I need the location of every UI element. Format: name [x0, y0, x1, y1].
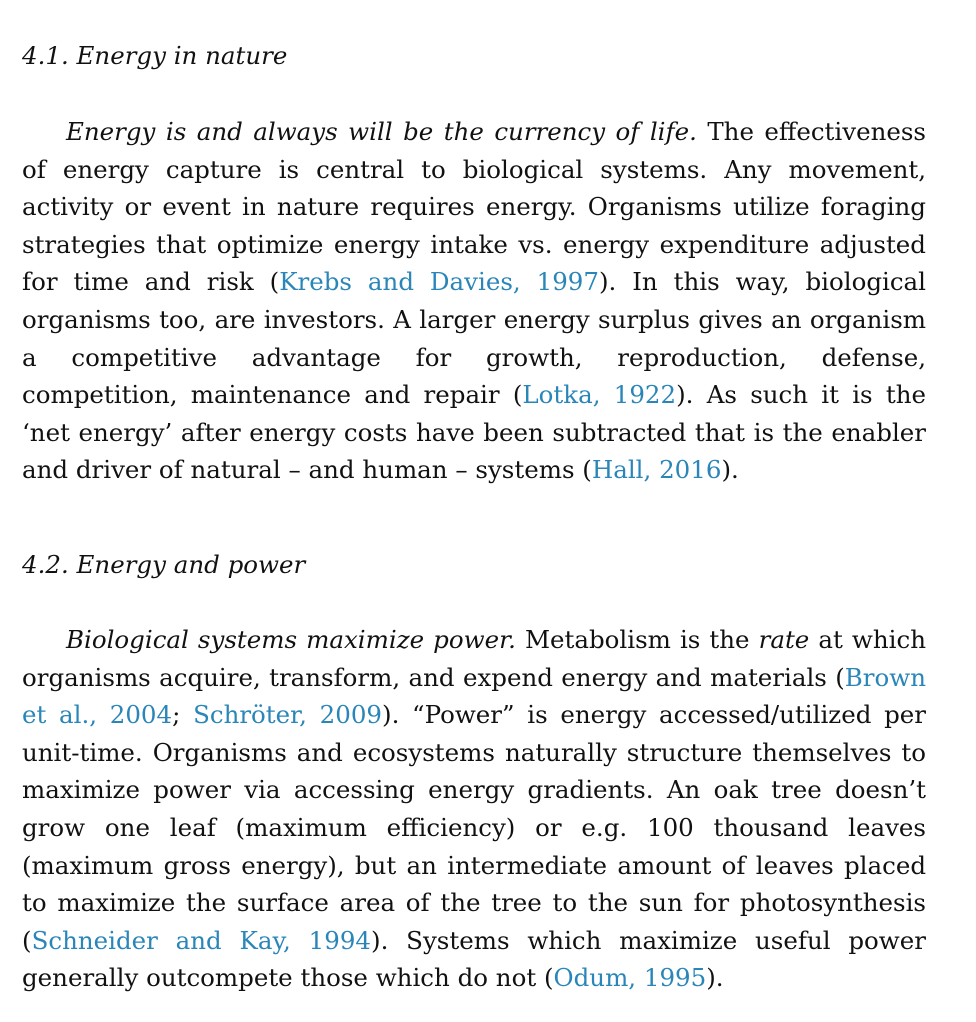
section-heading-energy-and-power: 4.2. Energy and power — [22, 550, 306, 579]
paragraph-energy-in-nature — [22, 113, 926, 489]
citation-schneider-kay-1994[interactable]: Schneider and Kay, 1994 — [31, 925, 372, 955]
citation-krebs-davies-1997[interactable]: Krebs and Davies, 1997 — [279, 267, 599, 297]
lead-sentence: Energy is and always will be the currency of life. — [66, 117, 697, 146]
citation-lotka-1922[interactable]: Lotka, 1922 — [522, 380, 677, 410]
body-text: ). Systems which maximize useful power generally outcompete those which do not ( — [22, 925, 926, 993]
body-text: ). — [721, 455, 739, 485]
paragraph-energy-and-power — [22, 621, 926, 997]
body-text: ). — [706, 963, 724, 993]
emphasis-rate: rate — [758, 625, 810, 654]
body-text: The effectiveness of energy capture is central to biological systems. Any movement, activity or event in nature requires energy. Organisms utilize foraging strategies that optimize energy intake vs. energy expenditure adjusted for time and risk ( — [22, 117, 926, 297]
body-text: ; — [172, 700, 194, 730]
citation-schroter-2009[interactable]: Schröter, 2009 — [193, 700, 383, 730]
citation-odum-1995[interactable]: Odum, 1995 — [553, 963, 707, 993]
body-text: Metabolism is the — [515, 625, 759, 654]
citation-brown-2004[interactable]: Brown et al., 2004 — [22, 662, 926, 730]
citation-hall-2016[interactable]: Hall, 2016 — [591, 455, 722, 485]
section-heading-energy-in-nature: 4.1. Energy in nature — [22, 41, 288, 70]
lead-sentence: Biological systems maximize power. — [66, 625, 516, 654]
body-text: ). In this way, biological organisms too, are investors. A larger energy surplus gives an organism a competitive advantage for growth, reproduction, defense, competition, maintenance and repair ( — [22, 267, 927, 410]
body-text: ). “Power” is energy accessed/utilized per unit-time. Organisms and ecosystems naturally structure themselves to maximize power via accessing energy gradients. An oak tree doesn’t grow one leaf (maximum efficiency) or e.g. 100 thousand leaves (maximum gross energy), but an intermediate amount of leaves placed to maximize the surface area of the tree to the sun for photosynthesis ( — [22, 700, 926, 955]
body-text: ). As such it is the ‘net energy’ after energy costs have been subtracted that is the enabler and driver of natural – and human – systems ( — [22, 380, 927, 485]
body-text: at which organisms acquire, transform, and expend energy and materials ( — [22, 625, 926, 692]
